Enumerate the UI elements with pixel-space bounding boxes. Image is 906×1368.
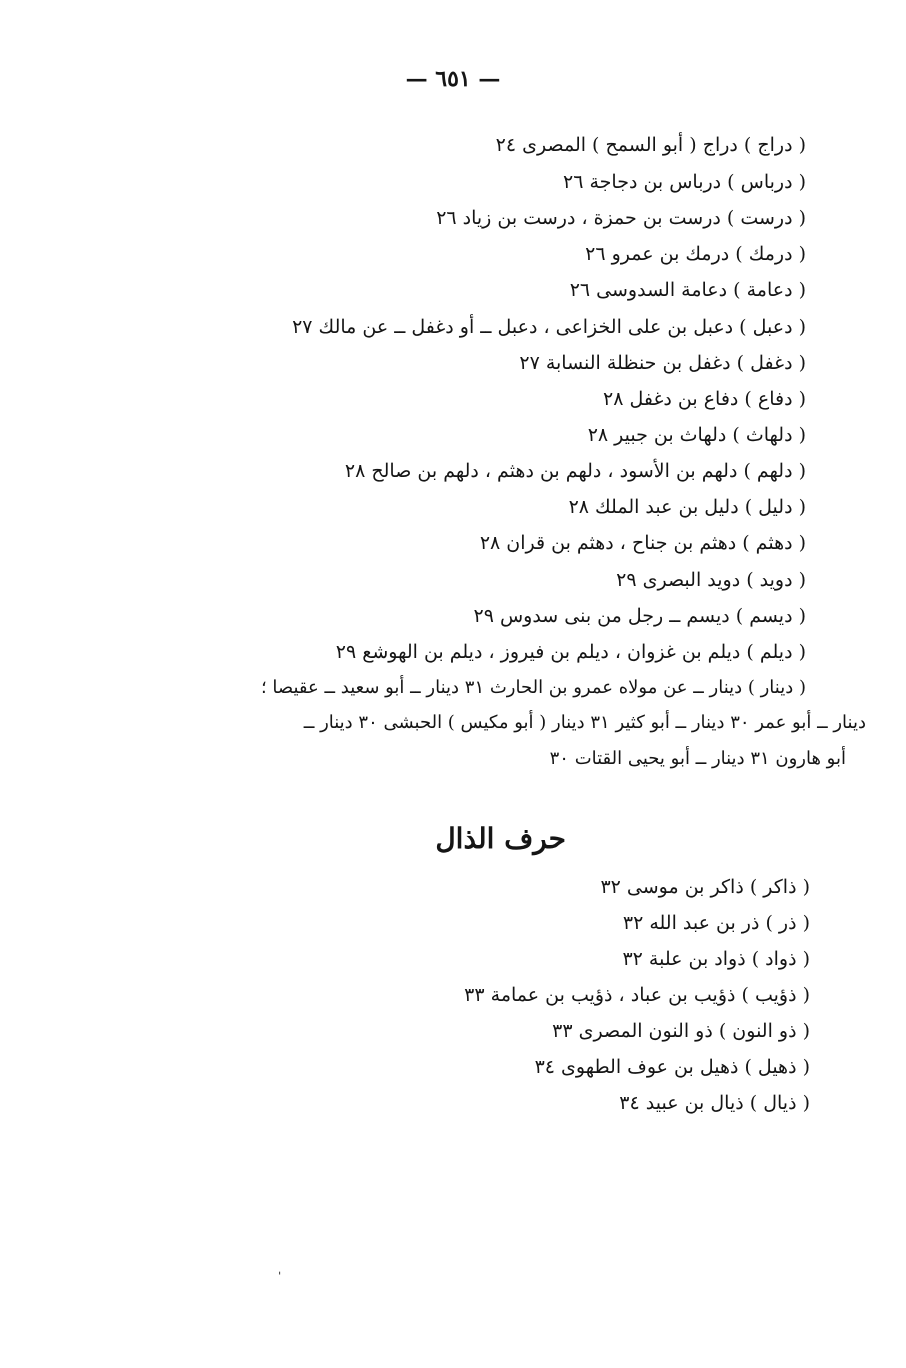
index-entry: ( ذو النون ) ذو النون المصرى ٣٣ xyxy=(552,1020,810,1042)
index-entry: ( دفاع ) دفاع بن دغفل ٢٨ xyxy=(603,388,806,410)
index-entry: ( دلهم ) دلهم بن الأسود ، دلهم بن دهثم ، دلهم بن صالح ٢٨ xyxy=(344,460,806,482)
index-entry-continuation: أبو هارون ٣١ دينار ــ أبو يحيى القتات ٣٠ xyxy=(549,748,846,769)
index-entry: ( ذهيل ) ذهيل بن عوف الطهوى ٣٤ xyxy=(534,1056,810,1078)
index-entry: ( ذيال ) ذيال بن عبيد ٣٤ xyxy=(619,1092,810,1114)
index-entry: ( ديسم ) ديسم ــ رجل من بنى سدوس ٢٩ xyxy=(473,605,806,627)
index-entry: ( دعبل ) دعبل بن على الخزاعى ، دعبل ــ أو دغفل ــ عن مالك ٢٧ xyxy=(292,316,806,338)
index-entry: ( دويد ) دويد البصرى ٢٩ xyxy=(616,569,806,591)
index-entry: ( دلهاث ) دلهاث بن جبير ٢٨ xyxy=(587,424,806,446)
index-entry: ( دغفل ) دغفل بن حنظلة النسابة ٢٧ xyxy=(519,352,806,374)
index-entry: ( ذر ) ذر بن عبد الله ٣٢ xyxy=(622,912,810,934)
index-entry: ( ذواد ) ذواد بن علبة ٣٢ xyxy=(622,948,810,970)
print-speck: ˈ xyxy=(278,1270,282,1284)
index-entry: ( ذؤيب ) ذؤيب بن عباد ، ذؤيب بن عمامة ٣٣ xyxy=(464,984,810,1006)
section-heading: حرف الذال xyxy=(435,822,566,855)
index-entry: ( دليل ) دليل بن عبد الملك ٢٨ xyxy=(568,496,806,518)
page-number: — ٦٥١ — xyxy=(405,66,501,92)
index-entry: ( دعامة ) دعامة السدوسى ٢٦ xyxy=(569,279,806,301)
index-entry: ( دهثم ) دهثم بن جناح ، دهثم بن قران ٢٨ xyxy=(479,532,806,554)
index-entry: ( درمك ) درمك بن عمرو ٢٦ xyxy=(585,243,806,265)
index-entry: ( ديلم ) ديلم بن غزوان ، ديلم بن فيروز ، ديلم بن الهوشع ٢٩ xyxy=(335,641,806,663)
index-entry: ( درست ) درست بن حمزة ، درست بن زياد ٢٦ xyxy=(436,207,806,229)
index-entry: ( درباس ) درباس بن دجاجة ٢٦ xyxy=(563,171,806,193)
index-entry: ( ذاكر ) ذاكر بن موسى ٣٢ xyxy=(600,876,810,898)
index-entry: ( دينار ) دينار ــ عن مولاه عمرو بن الحارث ٣١ دينار ــ أبو سعيد ــ عقيصا ؛ xyxy=(260,677,806,698)
index-entry-continuation: دينار ــ أبو عمر ٣٠ دينار ــ أبو كثير ٣١ دينار ( أبو مكيس ) الحبشى ٣٠ دينار ــ xyxy=(303,712,866,733)
index-entry: ( دراج ) دراج ( أبو السمح ) المصرى ٢٤ xyxy=(495,134,806,156)
